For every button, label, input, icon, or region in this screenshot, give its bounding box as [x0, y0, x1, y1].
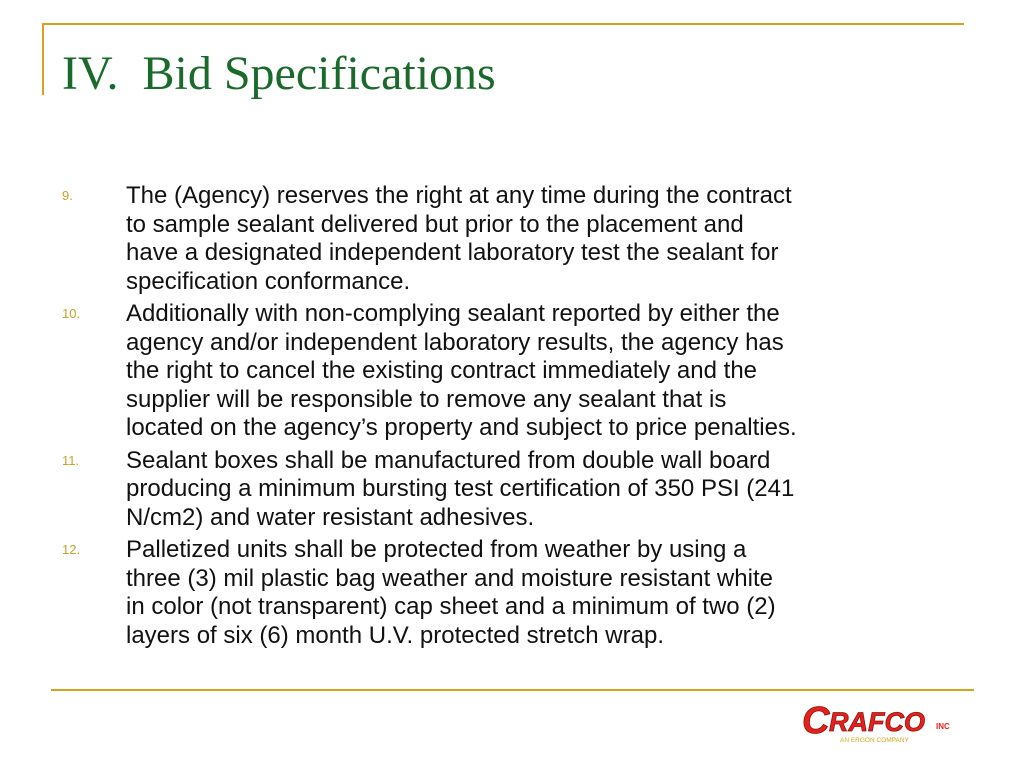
item-text: Sealant boxes shall be manufactured from double wall board producing a minimum bursting test certification of 350 PSI (241 N/cm2) and water resistant adhesives. — [126, 446, 795, 531]
item-text: The (Agency) reserves the right at any time during the contract to sample sealant delivered but prior to the placement and have a designated independent laboratory test the sealant for specification conformance. — [126, 182, 792, 295]
item-number: 12. — [62, 542, 81, 557]
item-text: Additionally with non-complying sealant reported by either the agency and/or independent laboratory results, the agency has the right to cancel the existing contract immediately and the supplier will be responsible to remove any sealant that is located on the agency’s property and subject to price penalties. — [126, 300, 797, 441]
item-text: Palletized units shall be protected from weather by using a three (3) mil plastic bag weather and moisture resistant white in color (not transparent) cap sheet and a minimum of two (2) layers of six (6) month U.V. protected stretch wrap. — [126, 536, 776, 649]
list-item — [62, 300, 972, 443]
title-frame-top — [42, 23, 964, 25]
list-item — [62, 536, 972, 650]
title-frame-left — [42, 23, 44, 95]
logo-suffix: INC — [936, 722, 950, 731]
logo-wordmark: RAFCO — [829, 707, 925, 737]
logo-initial: C — [802, 700, 830, 742]
list-item — [62, 182, 972, 296]
item-number: 11. — [62, 452, 80, 468]
slide-title: IV. Bid Specifications — [62, 47, 496, 100]
item-number: 10. — [62, 306, 81, 321]
numbered-list — [62, 182, 972, 654]
logo-tagline: AN ERGON COMPANY — [840, 737, 909, 744]
crafco-logo — [800, 700, 960, 748]
item-number: 9. — [62, 188, 73, 203]
footer-divider — [51, 689, 974, 691]
list-item — [62, 447, 972, 533]
